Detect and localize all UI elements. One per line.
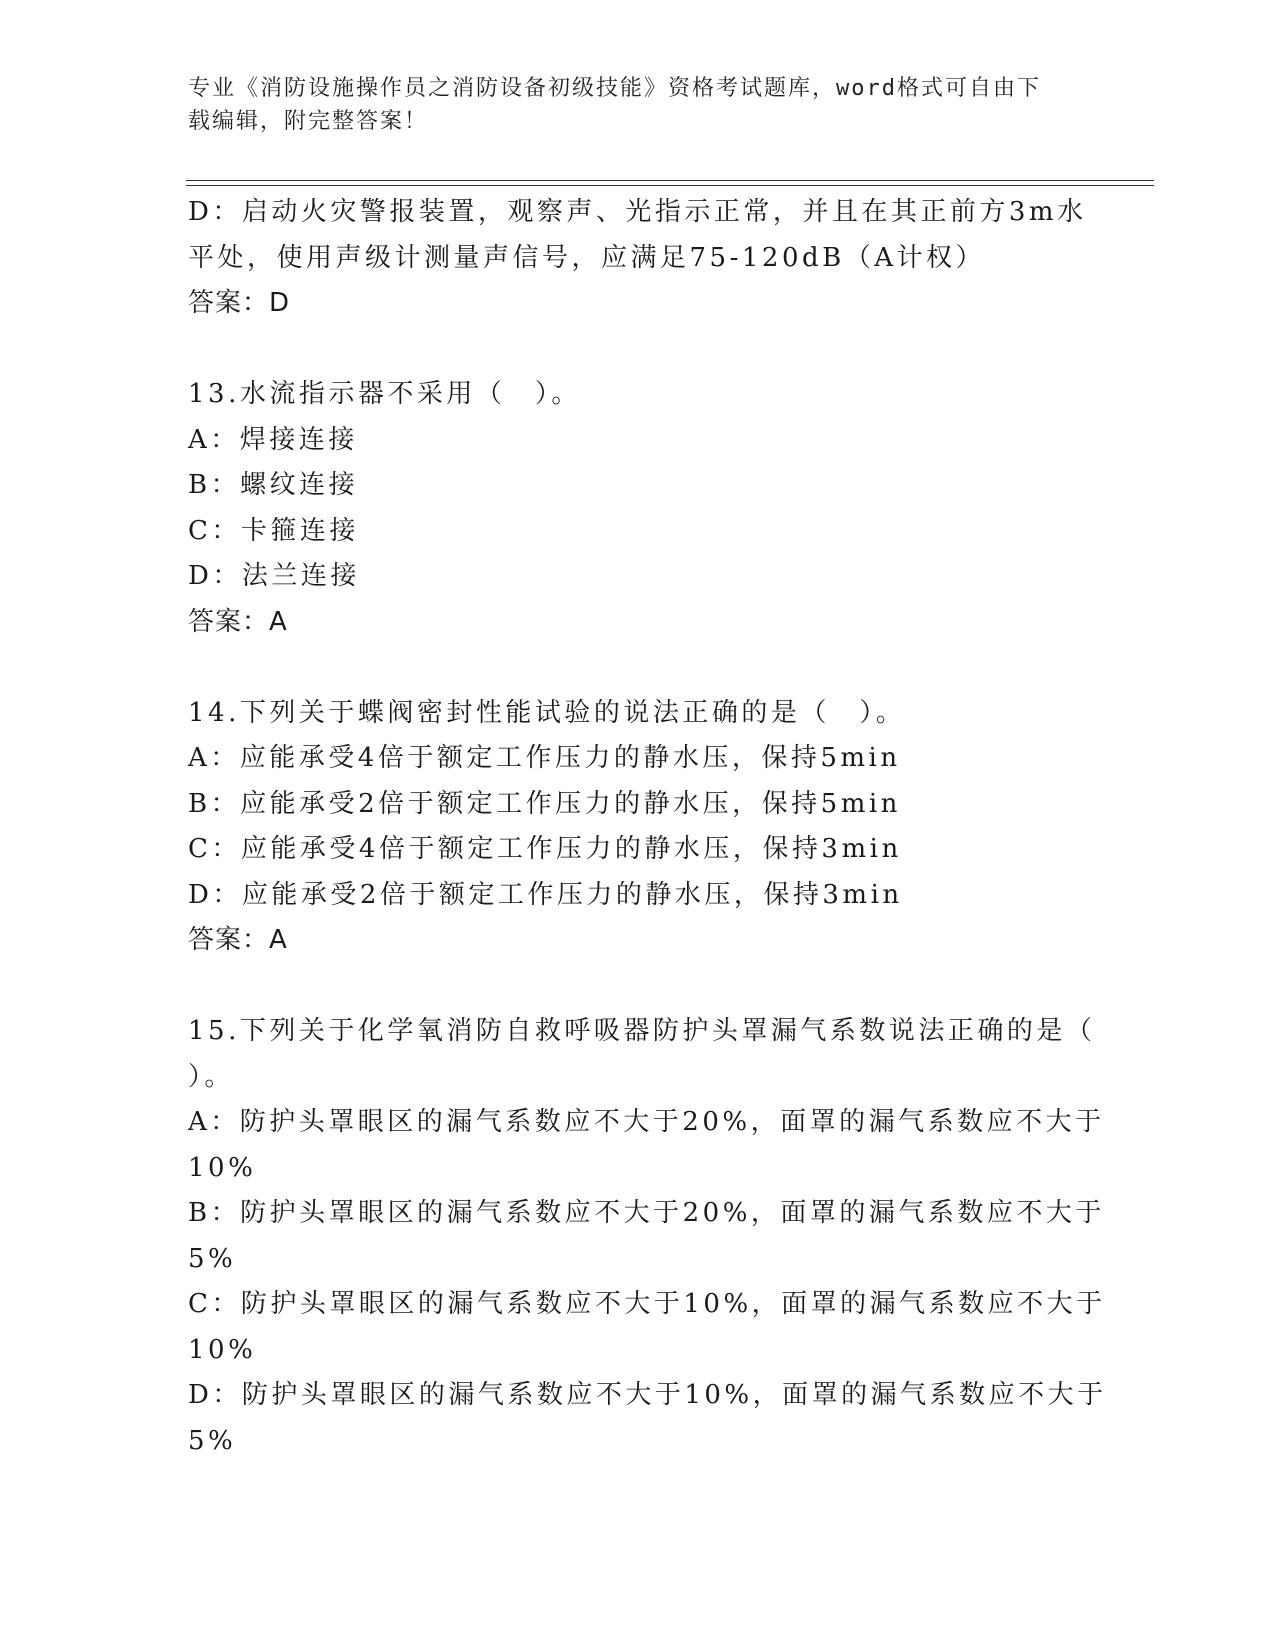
header-divider-bottom: [186, 185, 1154, 186]
answer-label: 答案：A: [188, 606, 288, 637]
question-stem: 14.下列关于蝶阀密封性能试验的说法正确的是（ ）。: [188, 697, 906, 728]
header-divider-top: [186, 180, 1154, 181]
option-d-line-1: D：防护头罩眼区的漏气系数应不大于10%，面罩的漏气系数应不大于: [188, 1380, 1107, 1410]
answer-label: 答案：D: [188, 288, 291, 318]
option-d-line-1: D：启动火灾警报装置，观察声、光指示正常，并且在其正前方3m水: [188, 197, 1087, 227]
option-a: A：应能承受4倍于额定工作压力的静水压，保持5min: [188, 743, 901, 773]
option-b-line-2: 5%: [188, 1243, 237, 1274]
option-c: C：卡箍连接: [188, 515, 359, 546]
spacer: [188, 964, 1088, 1010]
option-b: B：应能承受2倍于额定工作压力的静水压，保持5min: [188, 788, 901, 819]
option-b-line-1: B：防护头罩眼区的漏气系数应不大于20%，面罩的漏气系数应不大于: [188, 1198, 1105, 1228]
question-14: [188, 691, 1088, 964]
document-header: [188, 72, 1068, 138]
header-line-2: 载编辑，附完整答案！: [188, 109, 429, 134]
option-c-line-2: 10%: [188, 1334, 257, 1365]
option-c: C：应能承受4倍于额定工作压力的静水压，保持3min: [188, 834, 902, 864]
spacer: [188, 645, 1088, 691]
option-a-line-2: 10%: [188, 1152, 257, 1183]
spacer: [188, 327, 1088, 373]
question-stem-line-1: 15.下列关于化学氧消防自救呼吸器防护头罩漏气系数说法正确的是（: [188, 1016, 1096, 1046]
header-line-1: 专业《消防设施操作员之消防设备初级技能》资格考试题库，word格式可自由下: [188, 76, 1041, 101]
option-d-line-2: 平处，使用声级计测量声信号，应满足75-120dB（A计权）: [188, 242, 986, 273]
question-content: [188, 190, 1107, 1464]
option-d: D：法兰连接: [188, 561, 360, 591]
option-a-line-1: A：防护头罩眼区的漏气系数应不大于20%，面罩的漏气系数应不大于: [188, 1107, 1105, 1137]
answer-label: 答案：A: [188, 925, 288, 955]
question-stem-line-2: ）。: [188, 1061, 235, 1092]
question-12-continued: [188, 190, 1088, 327]
question-stem: 13.水流指示器不采用（ ）。: [188, 379, 581, 409]
question-13: [188, 372, 1088, 645]
option-c-line-1: C：防护头罩眼区的漏气系数应不大于10%，面罩的漏气系数应不大于: [188, 1289, 1106, 1319]
question-15: [188, 1009, 1107, 1464]
option-d: D：应能承受2倍于额定工作压力的静水压，保持3min: [188, 879, 903, 910]
option-a: A：焊接连接: [188, 424, 358, 455]
option-b: B：螺纹连接: [188, 470, 359, 500]
option-d-line-2: 5%: [188, 1425, 237, 1456]
